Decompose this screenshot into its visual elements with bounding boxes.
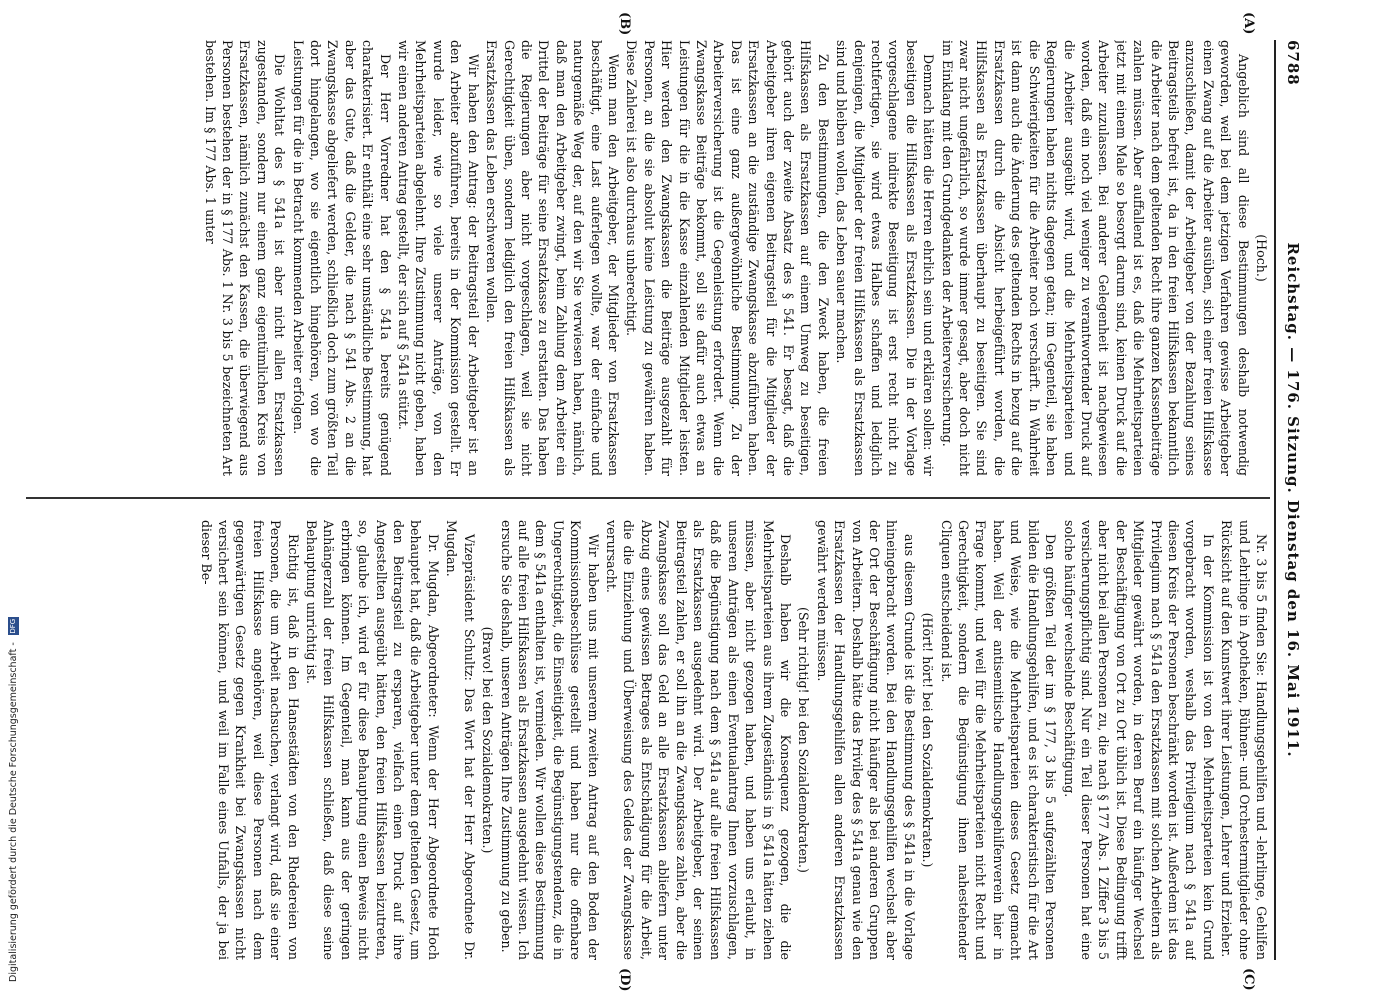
paragraph: Zu den Bestimmungen, die den Zweck haben, die freien Hilfskassen als Ersatzkassen auf einem Umweg zu beseitigen, gehört auch der zweite Absatz des § 541. Er besagt, daß die Arbeitgeber ihren eigenen Beitragsteil für die Mitglieder der Ersatzkassen an die zuständige Zwangskasse abzuführen haben. Das ist eine ganz außergewöhnliche Bestimmung. Zu der Arbeiterversicherung ist die Gegenleistung erfordert. Wenn die Zwangskasse Beiträge bekommt, soll sie dafür auch etwas an Leistungen für die in die Kasse einzahlenden Mitglieder leisten. Hier werden den Zwangskassen die Beiträge ausgezahlt für Personen, an die sie absolut keine Leistung zu gewähren haben. Diese Zahlerei ist also durchaus unberechtigt. (624, 40, 831, 476)
margin-mark-b: (B) (617, 12, 632, 36)
paragraph: Nr. 3 bis 5 finden Sie: Handlungsgehilfen und -lehrlinge, Gehilfen und Lehrlinge in Apotheken, Bühnen- und Orchestermitglieder ohne Rücksicht auf den Kunstwert ihrer Leistungen, Lehrer und Erzieher. (1219, 520, 1269, 960)
dfg-logo: DFG (9, 618, 17, 634)
header-rule (1274, 40, 1276, 960)
digitization-note (2, 0, 22, 1000)
paragraph: Deshalb haben wir die Konsequenz gezogen, die die Mehrheitsparteien aus ihrem Zugeständnis in § 541a hätten ziehen müssen, aber nicht gezogen haben, und haben uns erlaubt, in unseren Anträgen als einen Eventualantrag Ihnen vorzuschlagen, daß die Begünstigung nach dem § 541a auf alle freien Hilfskassen als Ersatzkassen ausgedehnt wird. Der Arbeitgeber, der seinen Beitragsteil zahlen, er soll ihn an die Zwangskasse zahlen, aber die Zwangskasse soll das Geld an alle Ersatzkassen abliefern unter Abzug eines gewissen Betrages als Entschädigung für die Arbeit, die die Einziehung und Überweisung des Geldes der Zwangskasse verursacht. (603, 520, 794, 960)
paragraph: In der Kommission ist von den Mehrheitsparteien kein Grund vorgebracht worden, weshalb das Privilegium nach § 541a auf diesen Kreis der Personen beschränkt worden ist. Außerdem ist das Privilegium nach § 541a den Ersatzkassen mit solchen Arbeitern als Mitglieder gewährt worden, in deren Beruf ein häufiger Wechsel der Beschäftigung von Ort zu Ort üblich ist. Diese Bedingung trifft aber nicht bei allen Personen zu, die nach § 177 Abs. 1 Ziffer 3 bis 5 versicherungspflichtig sind. Nur ein Teil dieser Personen hat eine solche häufiger wechselnde Beschäftigung. (1061, 520, 1216, 960)
paragraph: Vizepräsident Schultz: Das Wort hat der Herr Abgeordnete Dr. Mugdan. (444, 520, 477, 960)
paragraph: Die Wohltat des § 541a ist aber nicht allen Ersatzkassen zugestanden, sondern nur einem ganz eigentümlichen Kreis von Ersatzkassen, nämlich zunächst den Kassen, die überwiegend aus Personen bestehen der in § 177 Abs. 1 Nr. 3 bis 5 bezeichneten Art bestehen. Im § 177 Abs. 1 unter (202, 40, 288, 476)
paragraph: Den größten Teil der im § 177, 3 bis 5 aufgezählten Personen bilden die Handlungsgehilfen, und es ist charakteristisch für die Art und Weise, wie die Mehrheitsparteien dieses Gesetz gemacht haben. Weil der antisemitische Handlungsgehilfenverein hier in Frage kommt, und weil für die Mehrheitsparteien nicht Recht und Gerechtigkeit, sondern die Begünstigung ihnen nahestehender Cliquen entscheidend ist. (938, 520, 1059, 960)
margin-mark-d: (D) (617, 968, 632, 992)
margin-mark-c: (C) (1241, 968, 1256, 991)
running-title: Reichstag. — 176. Sitzung. Dienstag den 16. Mai 1911. (1284, 242, 1302, 758)
right-column (26, 520, 1270, 960)
digitization-note-text: Digitalisierung gefördert durch die Deutsche Forschungsgemeinschaft - (8, 642, 19, 982)
paragraph: Wir haben den Antrag: der Beitragsteil der Arbeitgeber ist an den Arbeiter abzuführen, bereits in der Kommission gestellt. Er wurde leider, wie so viele unserer Anträge, von den Mehrheitsparteien abgelehnt. Ihre Zustimmung nicht geben, haben wir einen anderen Antrag gestellt, der sich auf § 541a stützt. (396, 40, 481, 476)
paragraph: Wir haben uns mit unserem zweiten Antrag auf den Boden der Kommissionsbeschlüsse gestellt und haben nur die offenbare Ungerechtigkeit, die Einseitigkeit, die Begünstigungstendenz, die in dem § 541a enthalten ist, vermieden. Wir wollen diese Bestimmung auf alle freien Hilfskassen als Ersatzkassen ausgedehnt wissen. Ich ersuche Sie deshalb, unseren Anträgen Ihre Zustimmung zu geben. (498, 520, 601, 960)
paragraph: Der Herr Vorredner hat den § 541a bereits genügend charakterisiert. Er enthält eine sehr umständliche Bestimmung, hat aber das Gute, daß die Gelder, die nach § 541 Abs. 2 an die Zwangskasse abgeliefert werden, schließlich doch zum größten Teil dort hingelangen, wo sie eigentlich hingehören, von wo die Leistungen für die in Betracht kommenden Arbeiter erfolgen. (290, 40, 393, 476)
interjection: (Sehr richtig! bei den Sozialdemokraten.) (796, 607, 812, 873)
paragraph: Richtig ist, daß in den Hansestädten von den Rhedereien von Personen, die um Arbeit nachsuchen, verlangt wird, daß sie einer freien Hilfskasse angehören, weil diese Personen nach dem gegenwärtigen Gesetz gegen Krankheit bei Zwangskassen nicht versichert sein können, und weil im Falle eines Unfalls, der ja bei dieser Be- (198, 520, 301, 960)
interjection: (Hoch.) (1254, 234, 1269, 282)
scanned-page (2, 0, 1322, 1000)
page-header (1278, 40, 1304, 960)
interjection: (Bravo! bei den Sozialdemokraten.) (480, 626, 496, 854)
paragraph: aus diesem Grunde ist die Bestimmung des § 541a in die Vorlage hineingebracht worden. Bei den Handlungsgehilfen wechselt aber der Ort der Beschäftigung nicht häufiger als bei anderen Gruppen von Arbeitern. Deshalb hätte das Privileg des § 541a genau wie den Ersatzkassen der Handlungsgehilfen allen anderen Ersatzkassen gewährt werden müssen. (814, 520, 917, 960)
paragraph: Demnach hätten die Herren ehrlich sein und erklären sollen: wir beseitigen die Hilfskassen als Ersatzkassen. Die in der Vorlage vorgeschlagene indirekte Beseitigung ist erst recht nicht zu rechtfertigen, sie wird etwas Halbes schaffen und lediglich denjenigen, die Mitglieder der freien Hilfskassen als Ersatzkassen sind und bleiben wollen, das Leben sauer machen. (834, 40, 937, 476)
paragraph: Dr. Mugdan, Abgeordneter: Wenn der Herr Abgeordnete Hoch behauptet hat, daß die Arbeitgeber unter dem geltenden Gesetz, um den Beitragsteil zu ersparen, vielfach einen Druck auf ihre Angestellten ausgeübt hätten, den freien Hilfskassen beizutreten, so, glaube ich, wird er für diese Behauptung einen Beweis nicht erbringen können. Im Gegenteil, man kann aus der geringen Anhängerzahl der freien Hilfskassen schließen, daß diese seine Behauptung unrichtig ist. (304, 520, 441, 960)
column-divider (26, 497, 1270, 499)
interjection: (Hört! hört! bei den Sozialdemokraten.) (920, 612, 936, 868)
paragraph: Wenn man den Arbeitgeber, der Mitglieder von Ersatzkassen beschäftigt, eine Last auferlegen wollte, war der einfache und naturgemäße Weg der, auf den wir Sie verwiesen haben, nämlich, daß man den Arbeitgeber zwingt, beim Zahlung dem Arbeiter ein Drittel der Beiträge für seine Ersatzkasse zu erstatten. Das haben die Regierungen aber nicht vorgeschlagen, weil sie nicht Gerechtigkeit üben, sondern lediglich den freien Hilfskassen als Ersatzkassen das Leben erschweren wollen. (484, 40, 621, 476)
page-number: 6788 (1284, 40, 1302, 86)
margin-mark-a: (A) (1241, 12, 1256, 35)
left-column (26, 40, 1270, 476)
paragraph: Angeblich sind all diese Bestimmungen deshalb notwendig geworden, weil bei dem jetzigen Verfahren gewisse Arbeitgeber einen Zwang auf die Arbeiter ausüben, sich einer freien Hilfskasse anzuschließen, damit der Arbeitgeber von der Bezahlung seines Beitragsteils befreit ist, da in den freien Hilfskassen bekanntlich die Arbeiter nach dem geltenden Recht ihre ganzen Kassenbeiträge zahlen müssen. Aber auffallend ist es, daß die Mehrheitsparteien jetzt mit einem Male so besorgt darum sind, keinen Druck auf die Arbeiter zuzulassen. Bei anderer Gelegenheit ist nachgewiesen worden, daß ein noch viel weniger zu verantwortender Druck auf die Arbeiter ausgeübt wird, und die Mehrheitsparteien und Regierungen haben nichts dagegen getan; im Gegenteil, sie haben die Schwierigkeiten für die Arbeiter noch verschärft. In Wahrheit ist dann auch die Änderung des geltenden Rechts in bezug auf die Ersatzkassen durch die Absicht herbeigeführt worden, die Hilfskassen als Ersatzkassen überhaupt zu beseitigen. Sie sind zwar nicht ungefährlich, so wurde immer gesagt, aber doch nicht im Einklang mit den Grundgedanken der Arbeiterversicherung. (939, 40, 1251, 476)
